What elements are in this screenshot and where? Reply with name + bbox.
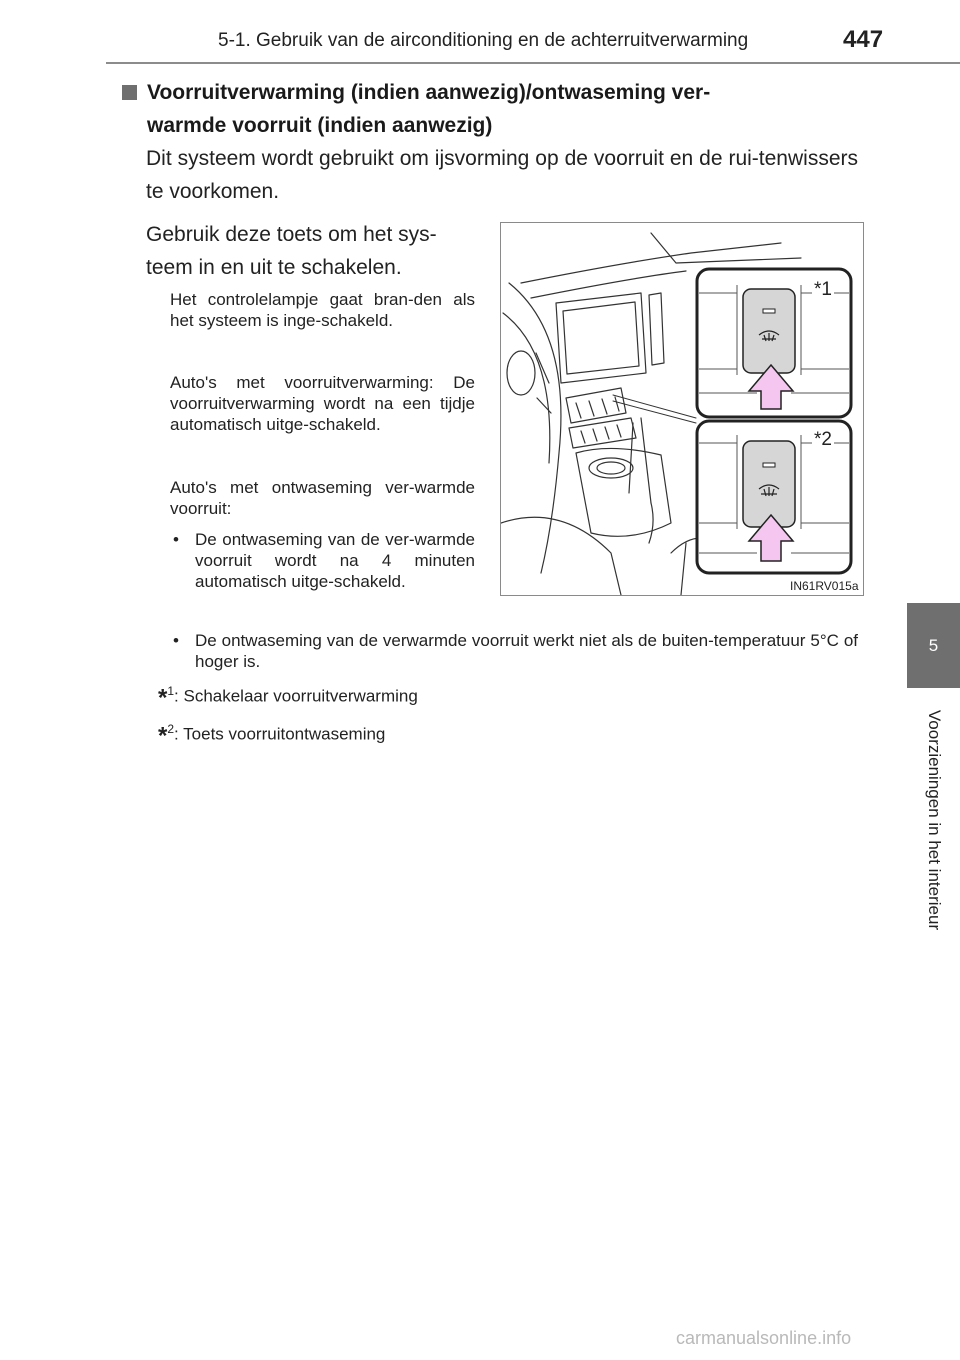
chapter-number: 5 <box>928 635 939 655</box>
running-header: 5-1. Gebruik van de airconditioning en de achterruitverwarming <box>218 30 749 51</box>
heading-line-1: Voorruitverwarming (indien aanwezig)/ontwaseming ver- <box>147 81 711 104</box>
dashboard-figure <box>500 222 864 596</box>
figure-label-2: *2 <box>814 429 832 450</box>
square-bullet-icon <box>122 85 137 100</box>
dashboard-illustration <box>501 223 863 595</box>
note-defogger: Auto's met ontwaseming ver-warmde voorruit: <box>170 478 475 518</box>
chapter-label: Voorzieningen in het interieur <box>925 709 944 931</box>
legend-item-2 <box>158 722 385 751</box>
toggle-paragraph: Gebruik deze toets om het sys-teem in en uit te schakelen. <box>146 223 437 279</box>
bullet-dot: • <box>173 530 179 549</box>
page-number: 447 <box>843 26 884 53</box>
legend-number: 1 <box>167 684 175 698</box>
figure-label-1: *1 <box>814 279 832 300</box>
note-windshield-heater: Auto's met voorruitverwarming: De voorruitverwarming wordt na een tijdje automatisch uitge-schakeld. <box>170 373 475 434</box>
bullet-item <box>173 529 475 592</box>
section-heading <box>122 76 858 142</box>
watermark: carmanualsonline.info <box>676 1328 852 1348</box>
figure-code: IN61RV015a <box>790 579 859 593</box>
legend-number: 2 <box>167 722 175 736</box>
bullet-item <box>173 630 858 672</box>
intro-paragraph: Dit systeem wordt gebruikt om ijsvorming op de voorruit en de rui-tenwissers te voorkomen. <box>146 147 858 203</box>
legend-text: : Toets voorruitontwaseming <box>174 724 386 744</box>
heading-line-2: warmde voorruit (indien aanwezig) <box>147 114 493 137</box>
defogger-switch <box>743 441 795 527</box>
bullet-text: De ontwaseming van de ver-warmde voorruit wordt na 4 minuten automatisch uitge-schakeld. <box>195 530 475 591</box>
bullet-dot: • <box>173 631 179 650</box>
chapter-tab <box>907 603 960 688</box>
legend-text: : Schakelaar voorruitverwarming <box>174 686 418 706</box>
bullet-text: De ontwaseming van de verwarmde voorruit werkt niet als de buiten-temperatuur 5°C of hoger is. <box>195 631 858 671</box>
header-rule <box>106 62 960 64</box>
legend-star: * <box>158 722 168 750</box>
legend-item-1 <box>158 684 418 713</box>
note-indicator: Het controlelampje gaat bran-den als het systeem is inge-schakeld. <box>170 290 475 330</box>
legend-star: * <box>158 684 168 712</box>
